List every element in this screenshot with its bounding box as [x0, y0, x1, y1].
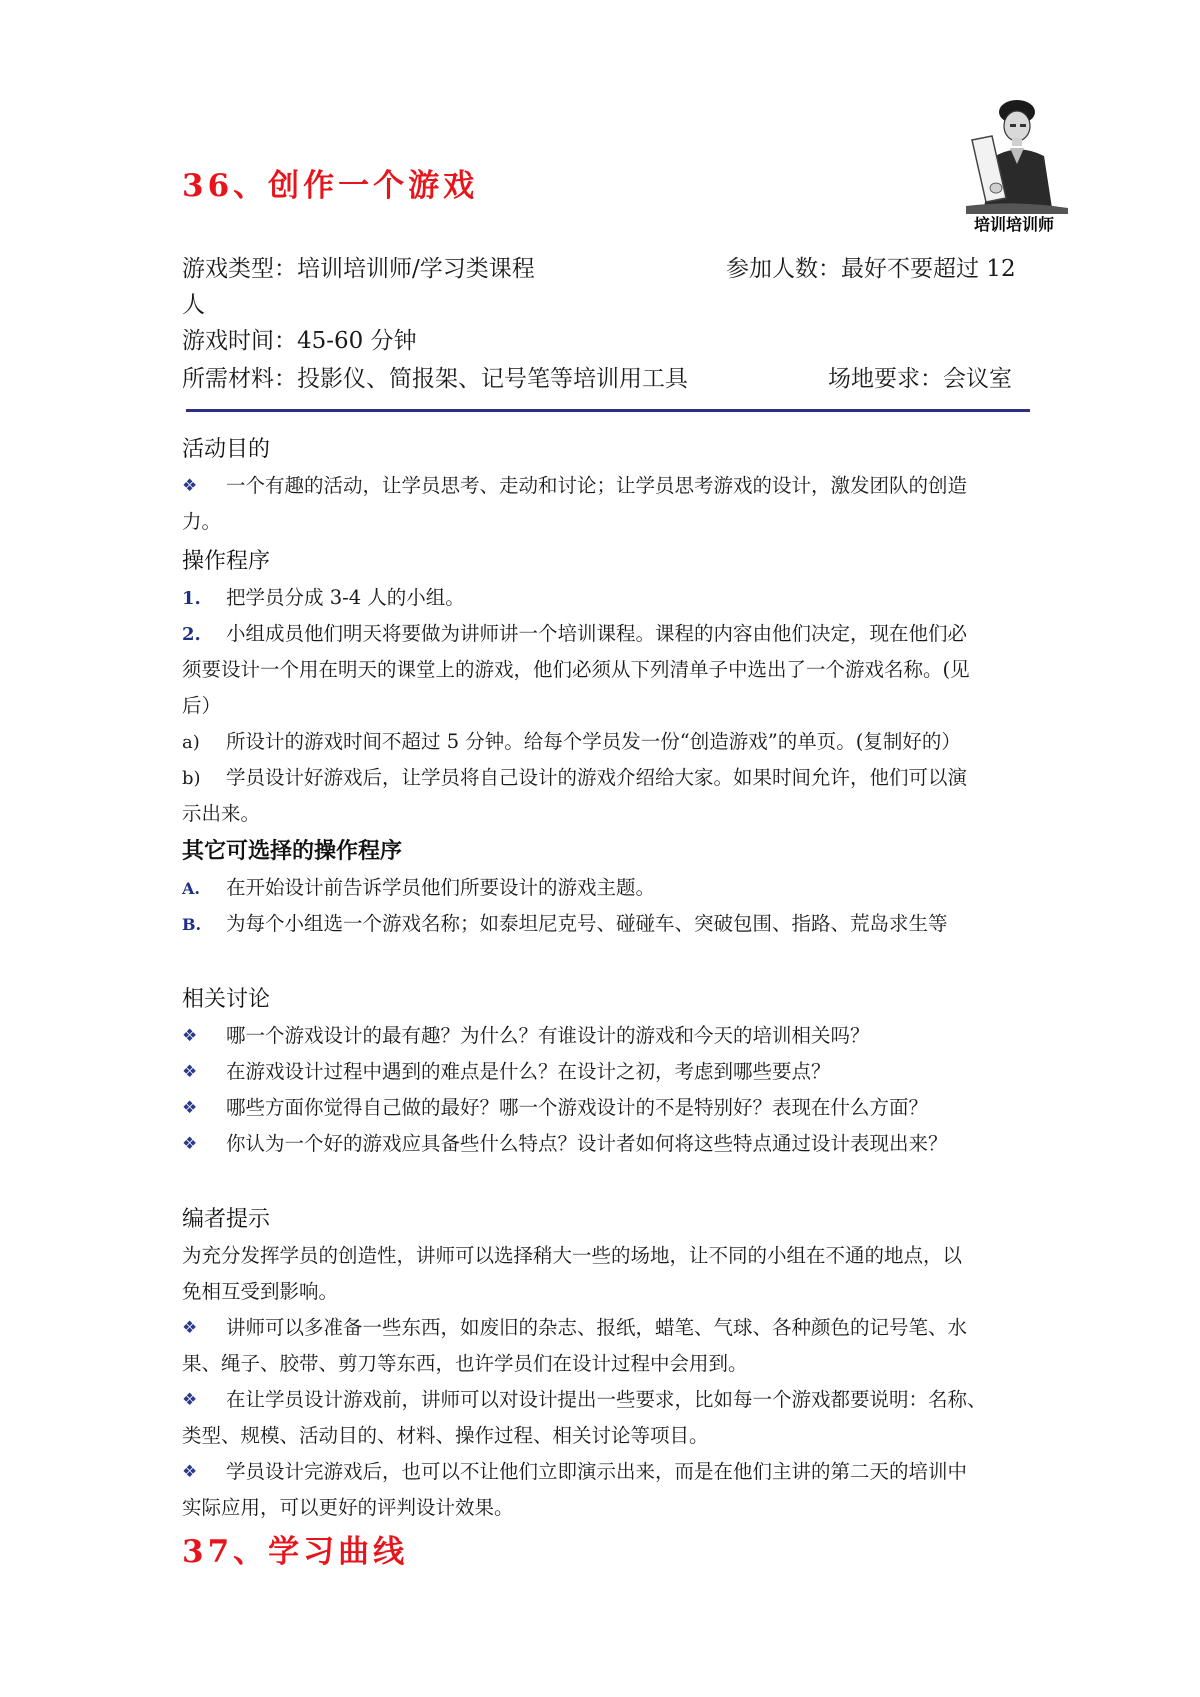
diamond-bullet-icon: ❖: [182, 1318, 198, 1338]
diamond-bullet-icon: ❖: [182, 476, 198, 496]
game-type: 游戏类型：培训培训师/学习类课程: [182, 256, 535, 282]
discussion-question: ❖ 哪些方面你觉得自己做的最好？哪一个游戏设计的不是特别好？表现在什么方面？: [182, 1090, 1022, 1126]
purpose-line: ❖ 一个有趣的活动，让学员思考、走动和讨论；让学员思考游戏的设计，激发团队的创造: [182, 468, 1022, 504]
tip-item-cont: 果、绳子、胶带、剪刀等东西，也许学员们在设计过程中会用到。: [182, 1352, 748, 1375]
discussion-question: ❖ 你认为一个好的游戏应具备些什么特点？设计者如何将这些特点通过设计表现出来？: [182, 1126, 1022, 1162]
section-heading-purpose: 活动目的: [182, 437, 271, 462]
section-heading-procedure: 操作程序: [182, 549, 271, 574]
procedure-step: 2. 小组成员他们明天将要做为讲师讲一个培训课程。课程的内容由他们决定，现在他们必: [182, 622, 968, 645]
diamond-bullet-icon: ❖: [182, 1026, 198, 1046]
section-divider: [186, 409, 1030, 412]
game-duration: 游戏时间：45-60 分钟: [182, 328, 417, 354]
venue-requirement: 场地要求：会议室: [828, 366, 1012, 392]
tips-intro: 免相互受到影响。: [182, 1280, 339, 1303]
procedure-step-cont: 须要设计一个用在明天的课堂上的游戏，他们必须从下列清单子中选出了一个游戏名称。(见: [182, 658, 970, 681]
alternative-item: A. 在开始设计前告诉学员他们所要设计的游戏主题。: [182, 876, 656, 899]
purpose-line: 力。: [182, 510, 222, 533]
procedure-substep: a) 所设计的游戏时间不超过 5 分钟。给每个学员发一份“创造游戏”的单页。(复制好的）: [182, 730, 961, 753]
tip-item: ❖ 在让学员设计游戏前，讲师可以对设计提出一些要求，比如每一个游戏都要说明：名称、: [182, 1382, 1022, 1418]
logo-caption: 培训培训师: [974, 215, 1055, 234]
participants: 参加人数：最好不要超过 12: [726, 256, 1016, 282]
tip-item: ❖ 学员设计完游戏后，也可以不让他们立即演示出来，而是在他们主讲的第二天的培训中: [182, 1454, 1022, 1490]
tip-item-cont: 类型、规模、活动目的、材料、操作过程、相关讨论等项目。: [182, 1424, 709, 1447]
section-heading-alternatives: 其它可选择的操作程序: [182, 839, 403, 864]
procedure-substep-cont: 示出来。: [182, 802, 261, 825]
section-heading-tips: 编者提示: [182, 1207, 271, 1232]
tip-item: ❖ 讲师可以多准备一些东西，如废旧的杂志、报纸，蜡笔、气球、各种颜色的记号笔、水: [182, 1310, 1022, 1346]
tip-item-cont: 实际应用，可以更好的评判设计效果。: [182, 1496, 514, 1519]
procedure-step: 1. 把学员分成 3-4 人的小组。: [182, 586, 465, 609]
alternative-item: B. 为每个小组选一个游戏名称；如泰坦尼克号、碰碰车、突破包围、指路、荒岛求生等: [182, 912, 948, 935]
tips-intro: 为充分发挥学员的创造性，讲师可以选择稍大一些的场地，让不同的小组在不通的地点，以: [182, 1244, 963, 1267]
diamond-bullet-icon: ❖: [182, 1134, 198, 1154]
participants-continuation: 人: [182, 292, 205, 318]
diamond-bullet-icon: ❖: [182, 1390, 198, 1410]
diamond-bullet-icon: ❖: [182, 1098, 198, 1118]
discussion-question: ❖ 在游戏设计过程中遇到的难点是什么？在设计之初，考虑到哪些要点？: [182, 1054, 1022, 1090]
section-heading-discussion: 相关讨论: [182, 987, 271, 1012]
procedure-step-cont: 后）: [182, 694, 222, 717]
discussion-question: ❖ 哪一个游戏设计的最有趣？为什么？有谁设计的游戏和今天的培训相关吗？: [182, 1018, 1022, 1054]
materials: 所需材料：投影仪、简报架、记号笔等培训用工具: [182, 366, 688, 392]
diamond-bullet-icon: ❖: [182, 1062, 198, 1082]
next-game-title: 37、学习曲线: [182, 1534, 409, 1570]
procedure-substep: b) 学员设计好游戏后，让学员将自己设计的游戏介绍给大家。如果时间允许，他们可以演: [182, 766, 968, 789]
diamond-bullet-icon: ❖: [182, 1462, 198, 1482]
game-title: 36、创作一个游戏: [182, 168, 479, 204]
